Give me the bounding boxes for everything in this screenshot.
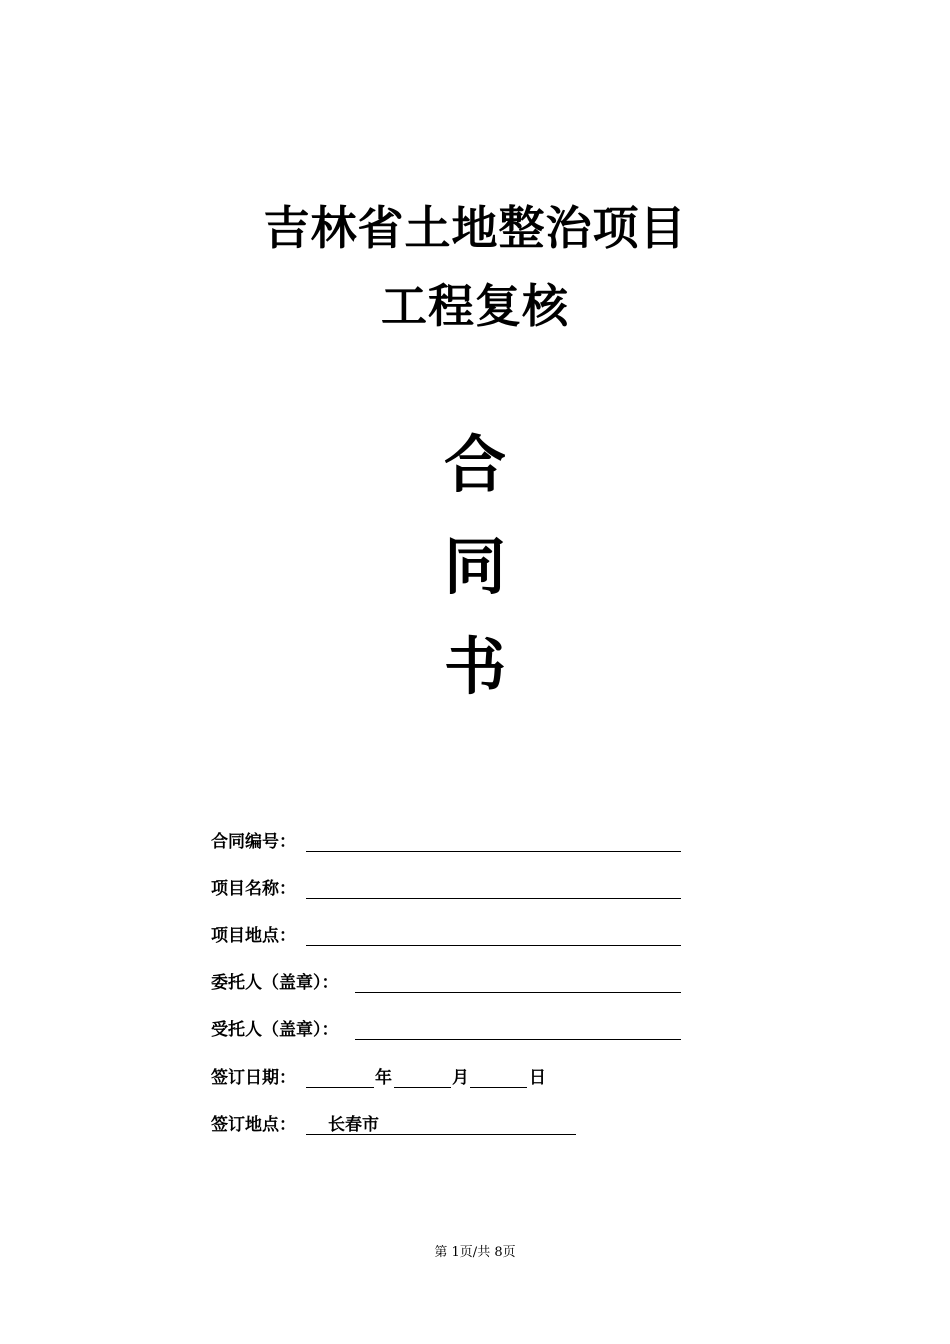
contractor-field[interactable] [355, 1039, 681, 1040]
project-name-row [211, 877, 683, 901]
client-label: 委托人（盖章）： [211, 973, 339, 993]
big-char-shu: 书 [443, 630, 506, 703]
contract-no-field[interactable] [306, 851, 681, 852]
big-char-he: 合 [443, 428, 506, 501]
sign-date-label: 签订日期： [211, 1068, 296, 1088]
page-number: 第 1页/共 8页 [434, 1245, 516, 1260]
contractor-row [211, 1018, 683, 1042]
big-char-tong: 同 [443, 530, 506, 603]
project-location-label: 项目地点： [211, 926, 296, 946]
month-unit: 月 [452, 1068, 469, 1088]
project-location-row [211, 924, 683, 948]
sign-date-row [211, 1066, 683, 1090]
title-line-1: 吉林省土地整治项目 [263, 201, 687, 255]
client-field[interactable] [355, 992, 681, 993]
contract-no-label: 合同编号： [211, 832, 296, 852]
project-location-field[interactable] [306, 945, 681, 946]
contractor-label: 受托人（盖章）： [211, 1020, 339, 1040]
project-name-label: 项目名称： [211, 879, 296, 899]
sign-place-row [211, 1113, 683, 1137]
sign-day-field[interactable] [470, 1087, 527, 1088]
sign-month-field[interactable] [394, 1087, 451, 1088]
project-name-field[interactable] [306, 898, 681, 899]
contract-no-row [211, 830, 683, 854]
client-row [211, 971, 683, 995]
sign-place-value: 长春市 [328, 1115, 379, 1135]
day-unit: 日 [529, 1068, 546, 1088]
sign-place-label: 签订地点： [211, 1115, 296, 1135]
title-line-2: 工程复核 [381, 279, 569, 333]
sign-year-field[interactable] [306, 1087, 374, 1088]
year-unit: 年 [375, 1068, 392, 1088]
